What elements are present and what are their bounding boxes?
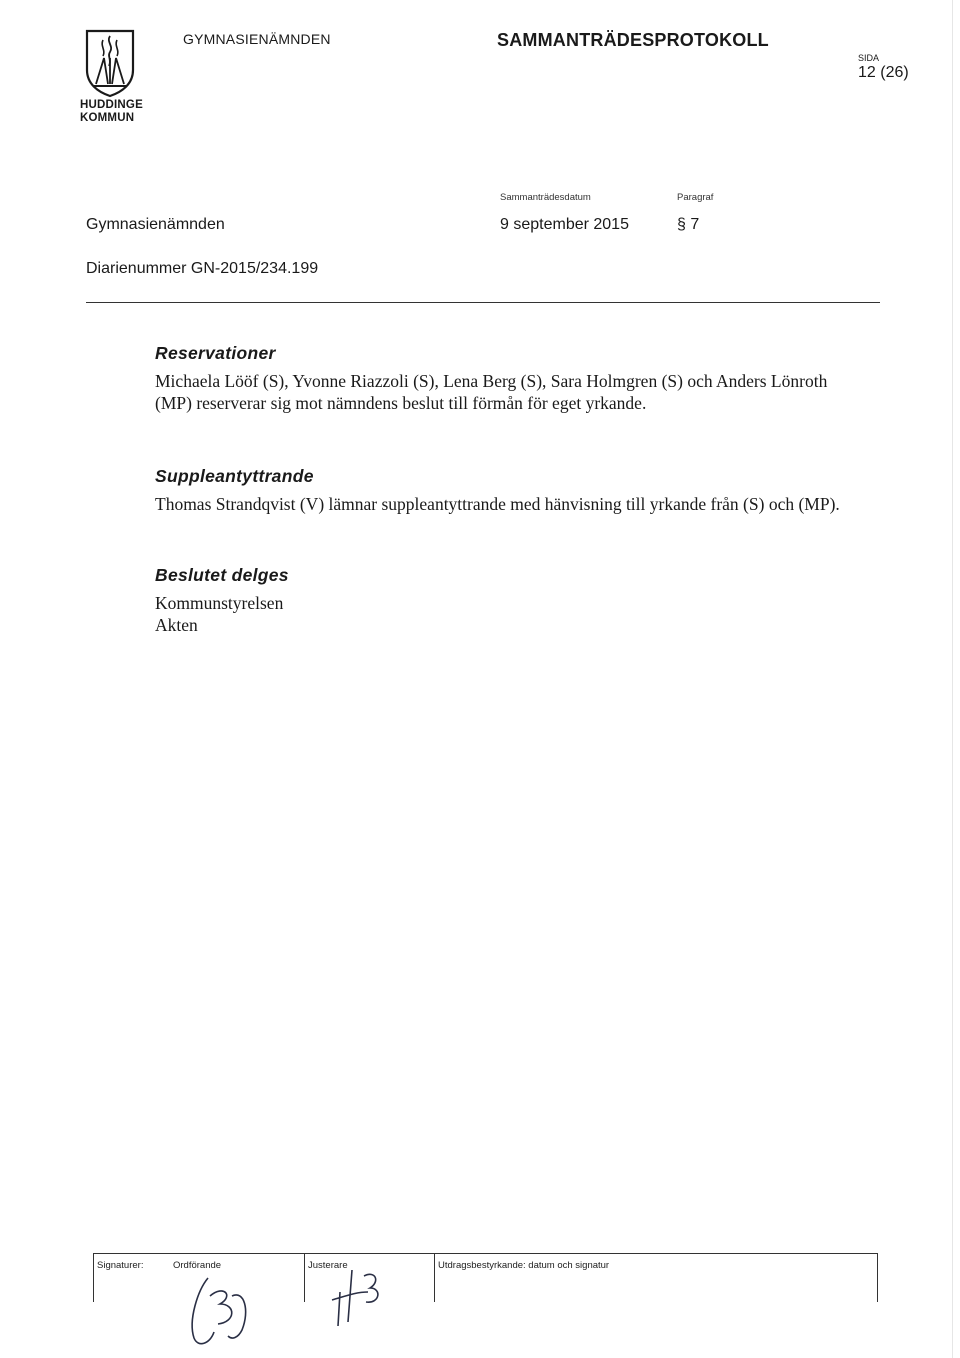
municipality-name [80, 99, 143, 125]
header-divider [86, 302, 880, 303]
substitute-statement-text: Thomas Strandqvist (V) lämnar suppleantyttrande med hänvisning till yrkande från (S) och (MP). [155, 494, 840, 514]
reservations-heading: Reservationer [155, 343, 276, 363]
section-distribution [155, 565, 855, 636]
adjuster-label: Justerare [308, 1260, 348, 1271]
paragraph-label: Paragraf [677, 192, 714, 203]
section-reservations [155, 343, 855, 414]
meeting-date: 9 september 2015 [500, 216, 629, 233]
coat-of-arms-icon [84, 28, 136, 98]
document-title: SAMMANTRÄDESPROTOKOLL [497, 30, 769, 50]
date-label: Sammanträdesdatum [500, 192, 591, 203]
section-substitute-statement [155, 466, 855, 515]
distribution-heading: Beslutet delges [155, 565, 289, 585]
page-label: SIDA [858, 53, 880, 63]
signatures-label: Signaturer: [97, 1260, 144, 1271]
certifier-label: Utdragsbestyrkande: datum och signatur [438, 1260, 610, 1271]
adjuster-signature [328, 1262, 388, 1332]
recipient-item: Kommunstyrelsen [155, 593, 284, 613]
municipality-line1: HUDDINGE [80, 99, 143, 111]
committee-header: GYMNASIENÄMNDEN [183, 31, 331, 47]
chair-signature [180, 1270, 270, 1350]
reservations-text: Michaela Lööf (S), Yvonne Riazzoli (S), Lena Berg (S), Sara Holmgren (S) och Anders Lönroth (MP) reserverar sig mot nämndens beslut till förmån för eget yrkande. [155, 371, 828, 413]
scan-edge [952, 0, 953, 1358]
committee-name: Gymnasienämnden [86, 216, 225, 233]
municipality-line2: KOMMUN [80, 112, 135, 124]
substitute-statement-heading: Suppleantyttrande [155, 466, 314, 486]
paragraph-number: § 7 [677, 216, 700, 233]
recipient-item: Akten [155, 615, 198, 635]
diary-number: Diarienummer GN-2015/234.199 [86, 260, 319, 277]
page-number: 12 (26) [858, 64, 909, 81]
municipality-logo [84, 28, 136, 98]
chair-label: Ordförande [173, 1260, 222, 1271]
